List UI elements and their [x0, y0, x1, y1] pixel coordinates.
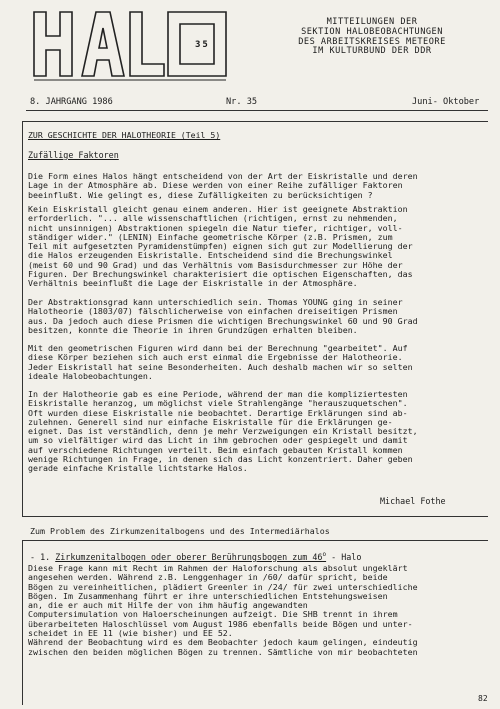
text-line: Verhältnis beeinflußt die Lage der Eiskristalle in der Atmosphäre.	[28, 278, 358, 289]
text-line: nicht unsinnigen) Abstraktionen spiegeln die Natur tiefer, richtiger, voll-	[28, 222, 403, 233]
text-line: besitzen, konnte die Theorie in ihren Grundzügen erhalten bleiben.	[28, 324, 358, 335]
text-line: eignet. Das ist verständlich, denn je mehr Verzweigungen ein Kristall besitzt,	[28, 426, 418, 437]
masthead-line: DES ARBEITSKREISES METEORE	[298, 36, 446, 47]
item-heading	[30, 551, 361, 562]
article-title: Zum Problem des Zirkumzenitalbogens und des Intermediärhalos	[30, 526, 330, 536]
text-line: aus. Da jedoch auch diese Prismen die wichtigen Brechungswinkel 60 und 90 Grad	[28, 315, 418, 326]
issue-period: Juni- Oktober	[412, 97, 480, 107]
paragraph	[28, 344, 478, 381]
masthead-subtitle	[252, 18, 492, 57]
page-number: 82	[478, 694, 488, 703]
text-line: Bögen. Im Zusammenhang führt er ihre unterschiedlichen Entstehungsweisen	[28, 590, 388, 601]
divider	[22, 540, 488, 541]
paragraph	[28, 390, 478, 474]
text-line: In der Halotheorie gab es eine Periode, während der man die kompliziertesten	[28, 389, 408, 399]
text-line: angesehen werden. Während z.B. Lenggenhager in /60/ dafür spricht, beide	[28, 572, 388, 583]
masthead-line: IM KULTURBUND DER DDR	[312, 46, 432, 57]
text-line: Diese Frage kann mit Recht im Rahmen der Haloforschung als absolut ungeklärt	[28, 563, 408, 573]
text-line: Teil mit aufgesetzten Pyramidenstümpfen) eignen sich gut zur Modellierung der	[28, 241, 413, 252]
text-line: Bögen zu vereinheitlichen, plädiert Greenler in /24/ für zwei unterschiedliche	[28, 581, 418, 592]
text-line: scheidet in EE 11 (wie bisher) und EE 52.	[28, 628, 233, 639]
item-heading-text: Zirkumzenitalbogen oder oberer Berührungsbogen zum 46	[55, 551, 323, 562]
divider	[22, 121, 488, 122]
divider	[26, 110, 488, 111]
text-line: an, die er auch mit Hilfe der von ihm häufig angewandten	[28, 600, 308, 611]
paragraph	[28, 564, 478, 657]
divider	[22, 516, 488, 517]
text-line: um so vielfältiger wird das Licht in ihm gebrochen oder gespiegelt und damit	[28, 435, 408, 446]
text-line: Während der Beobachtung wird es dem Beobachter jedoch kaum gelingen, eindeutig	[28, 637, 418, 648]
text-line: Halotheorie (1803/07) fälschlicherweise von einfachen dreiseitigen Prismen	[28, 306, 398, 317]
text-line: Mit den geometrischen Figuren wird dann bei der Berechnung "gearbeitet". Auf	[28, 343, 408, 353]
section-heading: Zufällige Faktoren	[28, 150, 119, 160]
masthead-line: MITTEILUNGEN DER	[326, 17, 418, 27]
issue-volume: 8. JAHRGANG 1986	[30, 97, 113, 107]
text-line: beeinflußt. Wie gelingt es, diese Zufälligkeiten zu berücksichtigen ?	[28, 189, 373, 200]
text-line: Figuren. Der Brechungswinkel charakterisiert die optischen Eigenschaften, das	[28, 269, 413, 280]
text-line: Computersimulation von Haloerscheinungen aufzeigt. Die SHB trennt in ihrem	[28, 609, 398, 620]
text-line: Lage in der Atmosphäre ab. Diese werden von einer Reihe zufälliger Faktoren	[28, 180, 403, 191]
issue-number: Nr. 35	[226, 97, 258, 107]
text-line: Der Abstraktionsgrad kann unterschiedlich sein. Thomas YOUNG ging in seiner	[28, 297, 403, 307]
masthead-line: SEKTION HALOBEOBACHTUNGEN	[301, 26, 443, 37]
text-line: diese Körper beziehen sich auch erst einmal die Ergebnisse der Halotheorie.	[28, 352, 403, 363]
text-line: Die Form eines Halos hängt entscheidend von der Art der Eiskristalle und deren	[28, 171, 418, 181]
text-line: die Halos erzeugenden Eiskristalle. Entscheidend sind die Brechungswinkel	[28, 250, 393, 261]
divider	[22, 121, 23, 516]
text-line: (meist 60 und 90 Grad) und das Verhältnis vom Basisdurchmesser zur Höhe der	[28, 259, 403, 270]
item-heading-tail: - Halo	[331, 551, 362, 562]
logo-number: 35	[195, 40, 210, 50]
paragraph	[28, 172, 478, 200]
divider	[22, 540, 23, 705]
text-line: erforderlich. "... alle wissenschaftlichen (richtigen, ernst zu nehmenden,	[28, 213, 398, 224]
text-line: überarbeiteten Haloschlüssel vom August 1986 ebenfalls beide Bögen und unter-	[28, 618, 413, 629]
text-line: Jeder Eiskristall hat seine Besonderheiten. Auch deshalb machen wir so selten	[28, 361, 413, 372]
article-title: ZUR GESCHICHTE DER HALOTHEORIE (Teil 5)	[28, 130, 221, 140]
text-line: zulehnen. Generell sind nur einfache Eiskristalle für die Erklärungen ge-	[28, 416, 393, 427]
text-line: auf verschiedene Richtungen verteilt. Beim einfach gebauten Kristall kommen	[28, 444, 403, 455]
text-line: wenige Richtungen in Frage, in denen sich das Licht konzentriert. Daher geben	[28, 454, 413, 465]
halo-logo	[30, 6, 230, 82]
issue-line	[26, 97, 496, 107]
text-line: gerade einfache Kristalle lichtstarke Halos.	[28, 463, 248, 474]
text-line: Eiskristalle heranzog, um möglichst viele Strahlengänge "herauszuquetschen".	[28, 398, 408, 409]
author-signature: Michael Fothe	[380, 496, 446, 506]
item-bullet: - 1.	[30, 551, 51, 562]
paragraph	[28, 205, 478, 289]
text-line: Oft wurden diese Eiskristalle nie beobachtet. Derartige Erklärungen sind ab-	[28, 407, 408, 418]
paragraph	[28, 298, 478, 335]
text-line: Kein Eiskristall gleicht genau einem anderen. Hier ist geeignete Abstraktion	[28, 204, 408, 214]
text-line: zwischen den beiden möglichen Bögen zu trennen. Sämtliche von mir beobachteten	[28, 646, 418, 657]
degree-sign: o	[322, 551, 327, 558]
text-line: ideale Halobeobachtungen.	[28, 370, 153, 381]
text-line: ständiger wider." (LENIN) Einfache geometrische Körper (z.B. Prismen, zum	[28, 231, 393, 242]
